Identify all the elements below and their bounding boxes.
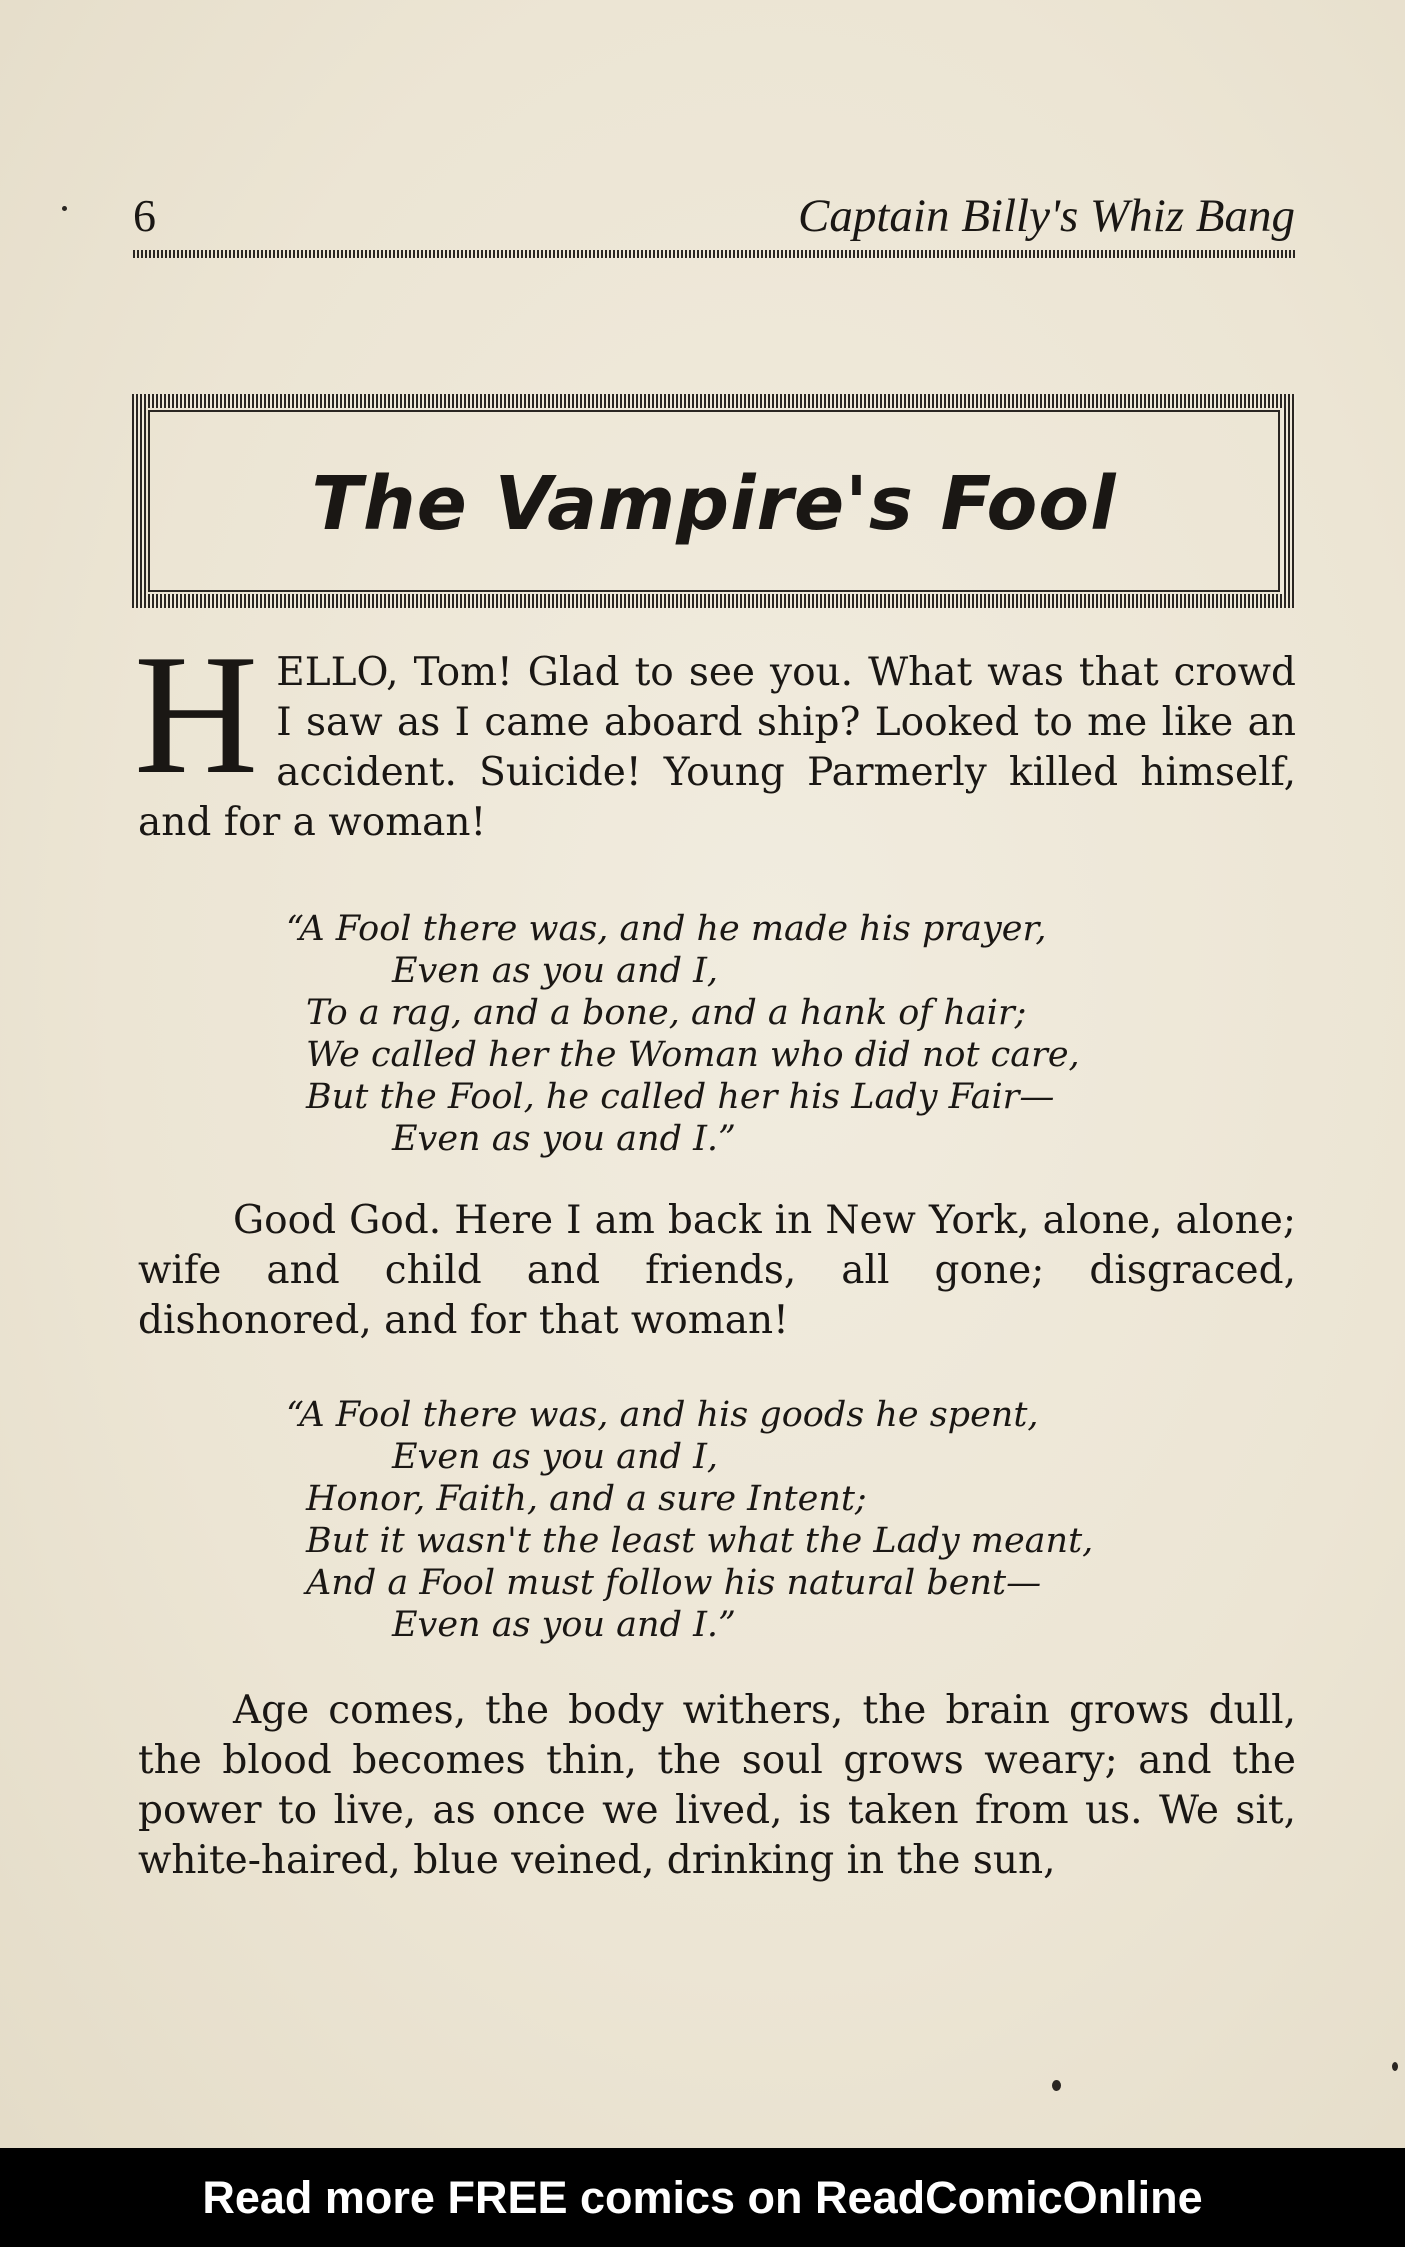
paragraph-1 (134, 620, 1296, 848)
promo-banner-text[interactable]: Read more FREE comics on ReadComicOnline (202, 2172, 1203, 2223)
verse-line: “A Fool there was, and his goods he spent, (286, 1395, 1039, 1435)
paragraph-1-text: ELLO, Tom! Glad to see you. What was that crowd I saw as I came aboard ship? Looked to me like an accident. Suicide! Young Parmerly killed himself, and for a woman! (138, 650, 1296, 845)
verse-line: Even as you and I.” (392, 1605, 736, 1645)
verse-line: To a rag, and a bone, and a hank of hair; (306, 993, 1027, 1033)
verse-line: Even as you and I, (392, 1437, 719, 1477)
verse-line: “A Fool there was, and he made his prayer, (286, 909, 1047, 949)
running-header (133, 190, 1295, 252)
header-rule (133, 250, 1295, 258)
drop-cap: H (134, 620, 259, 810)
page-number: 6 (133, 190, 156, 241)
paragraph-3: Age comes, the body withers, the brain grows dull, the blood becomes thin, the soul grows weary; and the power to live, as once we lived, is taken from us. We sit, white-haired, blue veined, drinking in the sun, (138, 1688, 1296, 1883)
verse-line: We called her the Woman who did not care, (306, 1035, 1080, 1075)
verse-2 (286, 1394, 1206, 1646)
article-title: The Vampire's Fool (311, 461, 1117, 547)
title-box (132, 394, 1296, 608)
paper-speck (62, 206, 67, 211)
promo-banner[interactable] (0, 2148, 1405, 2247)
paper-speck (1052, 2080, 1061, 2091)
verse-line: Honor, Faith, and a sure Intent; (306, 1479, 867, 1519)
paper-speck (1392, 2062, 1398, 2071)
paragraph-2: Good God. Here I am back in New York, alone, alone; wife and child and friends, all gone; disgraced, dishonored, and for that woman! (138, 1198, 1296, 1343)
verse-line: Even as you and I.” (392, 1119, 736, 1159)
verse-line: Even as you and I, (392, 951, 719, 991)
verse-1 (286, 908, 1206, 1160)
verse-line: And a Fool must follow his natural bent— (306, 1563, 1042, 1603)
verse-line: But the Fool, he called her his Lady Fair— (306, 1077, 1055, 1117)
verse-line: But it wasn't the least what the Lady meant, (306, 1521, 1094, 1561)
magazine-title: Captain Billy's Whiz Bang (797, 190, 1295, 242)
